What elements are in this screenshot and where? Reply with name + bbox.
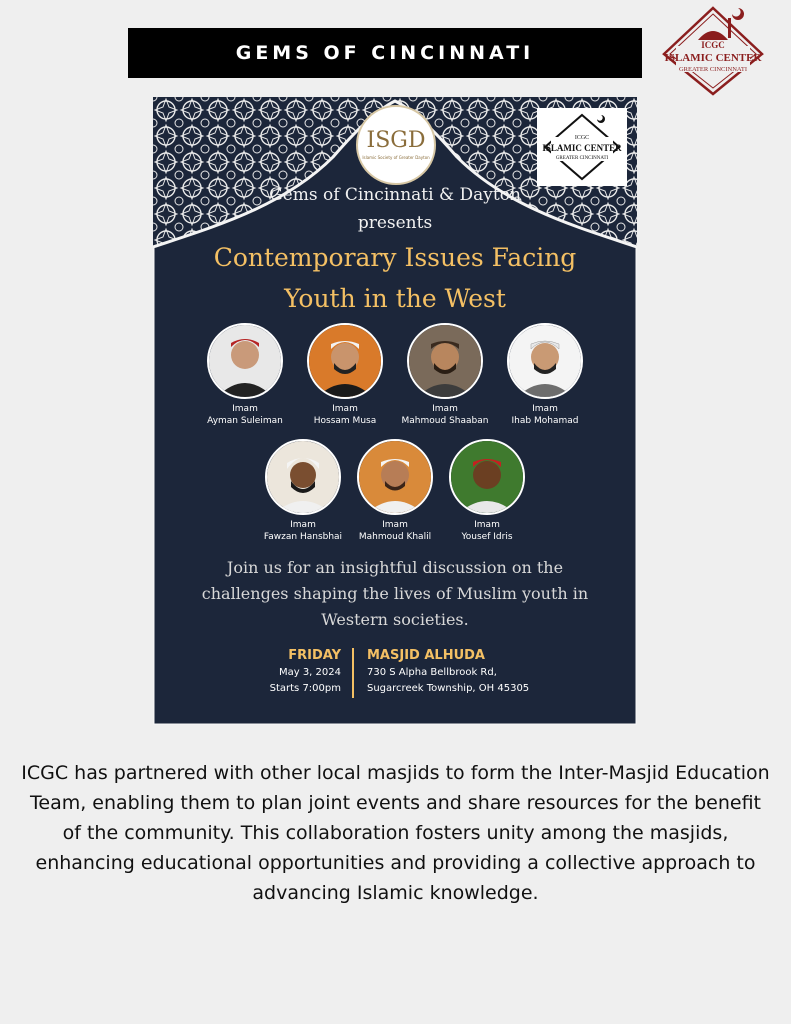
icgc-logo-graphic xyxy=(658,4,768,96)
speaker-role: Imam xyxy=(382,520,408,530)
event-address-line-1: 730 S Alpha Bellbrook Rd, xyxy=(367,667,497,678)
event-flyer xyxy=(153,97,637,725)
event-time: Starts 7:00pm xyxy=(269,683,341,694)
speaker-photo xyxy=(265,439,341,515)
icgc-flyer-text-2: ISLAMIC CENTER xyxy=(542,143,622,153)
logo-text-islamic-center: ISLAMIC CENTER xyxy=(664,52,762,64)
logo-text-greater-cincinnati: GREATER CINCINNATI xyxy=(678,66,748,73)
info-divider xyxy=(352,648,354,698)
speaker-name: Mahmoud Khalil xyxy=(358,532,432,542)
icgc-flyer-text-3: GREATER CINCINNATI xyxy=(555,156,609,161)
event-title xyxy=(153,237,637,319)
event-day: FRIDAY xyxy=(288,648,341,663)
event-date: May 3, 2024 xyxy=(278,667,341,678)
page-title-banner xyxy=(128,28,642,78)
event-where xyxy=(367,647,617,697)
isgd-logo-text: ISGD xyxy=(366,128,426,153)
isgd-logo xyxy=(356,105,436,185)
event-venue: MASJID ALHUDA xyxy=(367,648,485,663)
event-description: Join us for an insightful discussion on the challenges shaping the lives of Muslim youth in Western societies. xyxy=(201,558,589,629)
speaker-photo xyxy=(207,323,283,399)
logo-text-icgc: ICGC xyxy=(701,40,725,50)
partnership-caption: ICGC has partnered with other local masjids to form the Inter-Masjid Education Team, enabling them to plan joint events and share resources for the benefit of the community. This collaboration fosters unity among the masjids, enhancing educational opportunities and providing a collective approach to advancing Islamic knowledge. xyxy=(21,762,770,904)
event-title-line-2: Youth in the West xyxy=(284,284,506,313)
speaker-role: Imam xyxy=(290,520,316,530)
presenter-line: Gems of Cincinnati & Dayton xyxy=(269,185,521,205)
speaker-photo xyxy=(507,323,583,399)
speaker-name: Yousef Idris xyxy=(461,532,513,542)
speaker-role: Imam xyxy=(432,404,458,414)
speaker-role: Imam xyxy=(474,520,500,530)
presents-line: presents xyxy=(357,213,433,233)
speaker-card xyxy=(485,323,605,427)
isgd-tagline: Islamic Society of Greater Dayton xyxy=(362,155,430,160)
speaker-name: Ayman Suleiman xyxy=(207,416,283,426)
speaker-photo xyxy=(449,439,525,515)
icgc-flyer-logo-graphic xyxy=(539,111,625,183)
page-title: GEMS OF CINCINNATI xyxy=(235,42,535,64)
speaker-role: Imam xyxy=(332,404,358,414)
speaker-photo xyxy=(307,323,383,399)
speaker-card xyxy=(427,439,547,543)
event-title-line-1: Contemporary Issues Facing xyxy=(213,243,577,272)
speaker-name: Ihab Mohamad xyxy=(511,416,579,426)
speaker-role: Imam xyxy=(232,404,258,414)
speaker-photo xyxy=(357,439,433,515)
speaker-name: Mahmoud Shaaban xyxy=(401,416,489,426)
event-when xyxy=(213,647,341,697)
speaker-role: Imam xyxy=(532,404,558,414)
event-address-line-2: Sugarcreek Township, OH 45305 xyxy=(367,683,530,694)
icgc-flyer-text-1: ICGC xyxy=(574,135,590,141)
speaker-name: Fawzan Hansbhai xyxy=(263,532,343,542)
speaker-photo xyxy=(407,323,483,399)
speaker-name: Hossam Musa xyxy=(313,416,377,426)
icgc-logo xyxy=(658,4,768,96)
icgc-flyer-logo xyxy=(537,108,627,186)
